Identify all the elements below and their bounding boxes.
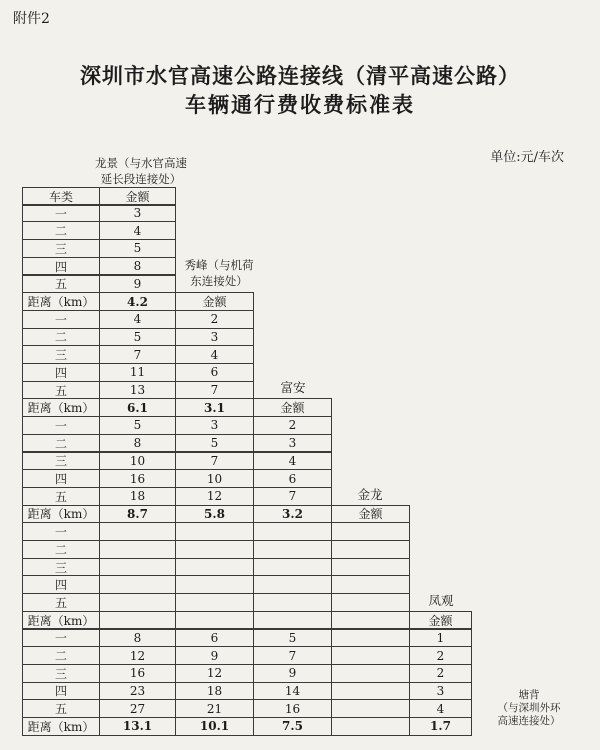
vehicle-class-cell: 五 — [22, 699, 100, 718]
distance-value — [99, 611, 176, 630]
fee-cell: 7 — [175, 452, 254, 471]
fee-cell: 18 — [99, 487, 176, 506]
vehicle-class-cell: 四 — [22, 575, 100, 594]
distance-label: 距离（km） — [22, 398, 100, 417]
document-title: 深圳市水官高速公路连接线（清平高速公路） — [80, 63, 520, 88]
fee-cell: 4 — [175, 345, 254, 364]
fee-cell — [253, 575, 332, 594]
fee-cell — [175, 575, 254, 594]
fee-cell: 2 — [409, 664, 472, 683]
fee-cell: 14 — [253, 682, 332, 701]
fee-cell: 5 — [253, 629, 332, 648]
amount-header: 金额 — [409, 611, 472, 630]
fee-cell: 4 — [99, 221, 176, 240]
station-tangbei-name-line2: （与深圳外环 — [497, 702, 561, 714]
vehicle-class-cell: 三 — [22, 452, 100, 471]
fee-cell: 2 — [175, 310, 254, 329]
station-jinlong-header: 金龙 — [357, 487, 383, 502]
station-tangbei-name-line1: 塘背 — [518, 689, 540, 701]
fee-cell — [99, 522, 176, 541]
fee-cell — [253, 558, 332, 577]
fee-cell: 1 — [409, 629, 472, 648]
fee-cell: 3 — [409, 682, 472, 701]
fee-cell — [331, 558, 410, 577]
vehicle-class-cell: 一 — [22, 416, 100, 435]
fee-cell — [331, 699, 410, 718]
distance-value: 3.1 — [175, 398, 254, 417]
amount-header: 金额 — [331, 505, 410, 524]
station-tangbei-name-line3: 高速连接处） — [497, 715, 561, 727]
fee-cell: 13 — [99, 381, 176, 400]
station-tangbei-header — [474, 689, 584, 728]
fee-cell: 4 — [99, 310, 176, 329]
vehicle-class-cell: 五 — [22, 381, 100, 400]
station-xiufeng-name-line2: 东连接处） — [190, 274, 248, 288]
vehicle-class-cell: 二 — [22, 328, 100, 347]
fee-cell: 8 — [99, 629, 176, 648]
vehicle-class-cell: 一 — [22, 204, 100, 223]
fee-cell: 5 — [99, 328, 176, 347]
fee-cell: 16 — [99, 664, 176, 683]
fee-cell — [175, 593, 254, 612]
fee-cell: 10 — [99, 452, 176, 471]
fee-cell — [99, 558, 176, 577]
distance-value — [253, 611, 332, 630]
vehicle-class-cell: 五 — [22, 593, 100, 612]
fee-cell: 18 — [175, 682, 254, 701]
vehicle-class-cell: 五 — [22, 275, 100, 294]
fee-cell — [331, 522, 410, 541]
station-longjing-name-line1: 龙景（与水官高速 — [95, 156, 187, 170]
distance-value: 10.1 — [175, 717, 254, 736]
vehicle-class-cell: 四 — [22, 682, 100, 701]
distance-value: 3.2 — [253, 505, 332, 524]
distance-value: 8.7 — [99, 505, 176, 524]
amount-header: 金额 — [175, 292, 254, 311]
distance-value: 5.8 — [175, 505, 254, 524]
unit-label: 单位:元/车次 — [490, 150, 564, 165]
fee-cell: 2 — [409, 646, 472, 665]
vehicle-class-cell: 四 — [22, 469, 100, 488]
fee-cell: 5 — [175, 434, 254, 453]
vehicle-class-cell: 四 — [22, 363, 100, 382]
distance-value: 7.5 — [253, 717, 332, 736]
vehicle-class-cell: 三 — [22, 664, 100, 683]
fee-cell — [331, 664, 410, 683]
vehicle-class-cell: 二 — [22, 434, 100, 453]
distance-label: 距离（km） — [22, 717, 100, 736]
station-longjing-header — [86, 155, 196, 187]
vehicle-class-cell: 五 — [22, 487, 100, 506]
station-xiufeng-header — [174, 257, 264, 289]
fee-cell — [175, 558, 254, 577]
fee-cell: 8 — [99, 434, 176, 453]
fee-cell: 23 — [99, 682, 176, 701]
vehicle-class-cell: 二 — [22, 646, 100, 665]
vehicle-class-header: 车类 — [22, 187, 100, 206]
fee-cell: 11 — [99, 363, 176, 382]
distance-value — [331, 611, 410, 630]
fee-cell — [331, 575, 410, 594]
fee-cell: 7 — [253, 487, 332, 506]
distance-value: 4.2 — [99, 292, 176, 311]
vehicle-class-cell: 三 — [22, 345, 100, 364]
vehicle-class-cell: 三 — [22, 239, 100, 258]
station-longjing-name-line2: 延长段连接处） — [100, 172, 182, 186]
fee-cell: 27 — [99, 699, 176, 718]
fee-cell: 7 — [253, 646, 332, 665]
fee-cell: 6 — [253, 469, 332, 488]
fee-cell — [175, 540, 254, 559]
fee-cell: 7 — [175, 381, 254, 400]
fee-cell: 2 — [253, 416, 332, 435]
fee-cell: 12 — [99, 646, 176, 665]
fee-cell — [331, 593, 410, 612]
fee-cell — [175, 522, 254, 541]
vehicle-class-cell: 一 — [22, 522, 100, 541]
fee-cell: 9 — [99, 275, 176, 294]
fee-cell: 6 — [175, 363, 254, 382]
vehicle-class-cell: 二 — [22, 540, 100, 559]
fee-cell: 4 — [253, 452, 332, 471]
station-fuan-header: 富安 — [280, 380, 306, 395]
distance-value: 1.7 — [409, 717, 472, 736]
amount-header: 金额 — [253, 398, 332, 417]
fee-cell: 3 — [99, 204, 176, 223]
amount-header: 金额 — [99, 187, 176, 206]
fee-cell: 7 — [99, 345, 176, 364]
fee-cell: 21 — [175, 699, 254, 718]
fee-cell: 8 — [99, 257, 176, 276]
fee-cell: 5 — [99, 416, 176, 435]
fee-cell — [99, 575, 176, 594]
fee-cell: 12 — [175, 487, 254, 506]
fee-cell — [253, 593, 332, 612]
fee-cell: 10 — [175, 469, 254, 488]
fee-cell: 3 — [253, 434, 332, 453]
fee-cell: 16 — [253, 699, 332, 718]
fee-cell — [253, 522, 332, 541]
station-fengguan-header: 凤观 — [428, 593, 454, 608]
fee-cell — [331, 540, 410, 559]
fee-cell — [331, 682, 410, 701]
fee-cell — [331, 629, 410, 648]
attachment-label: 附件2 — [13, 11, 50, 27]
distance-label: 距离（km） — [22, 611, 100, 630]
fee-cell: 9 — [253, 664, 332, 683]
fee-cell — [253, 540, 332, 559]
fee-cell — [99, 540, 176, 559]
distance-value — [331, 717, 410, 736]
station-xiufeng-name-line1: 秀峰（与机荷 — [184, 258, 254, 272]
fee-cell — [331, 646, 410, 665]
vehicle-class-cell: 四 — [22, 257, 100, 276]
fee-cell — [99, 593, 176, 612]
fee-cell: 3 — [175, 416, 254, 435]
vehicle-class-cell: 一 — [22, 629, 100, 648]
fee-cell: 16 — [99, 469, 176, 488]
fee-cell: 9 — [175, 646, 254, 665]
fee-cell: 3 — [175, 328, 254, 347]
distance-value — [175, 611, 254, 630]
fee-cell: 12 — [175, 664, 254, 683]
fee-cell: 4 — [409, 699, 472, 718]
vehicle-class-cell: 一 — [22, 310, 100, 329]
distance-label: 距离（km） — [22, 505, 100, 524]
distance-value: 6.1 — [99, 398, 176, 417]
document-subtitle: 车辆通行费收费标准表 — [185, 92, 415, 117]
fee-cell: 5 — [99, 239, 176, 258]
fee-cell: 6 — [175, 629, 254, 648]
vehicle-class-cell: 二 — [22, 221, 100, 240]
vehicle-class-cell: 三 — [22, 558, 100, 577]
distance-value: 13.1 — [99, 717, 176, 736]
distance-label: 距离（km） — [22, 292, 100, 311]
